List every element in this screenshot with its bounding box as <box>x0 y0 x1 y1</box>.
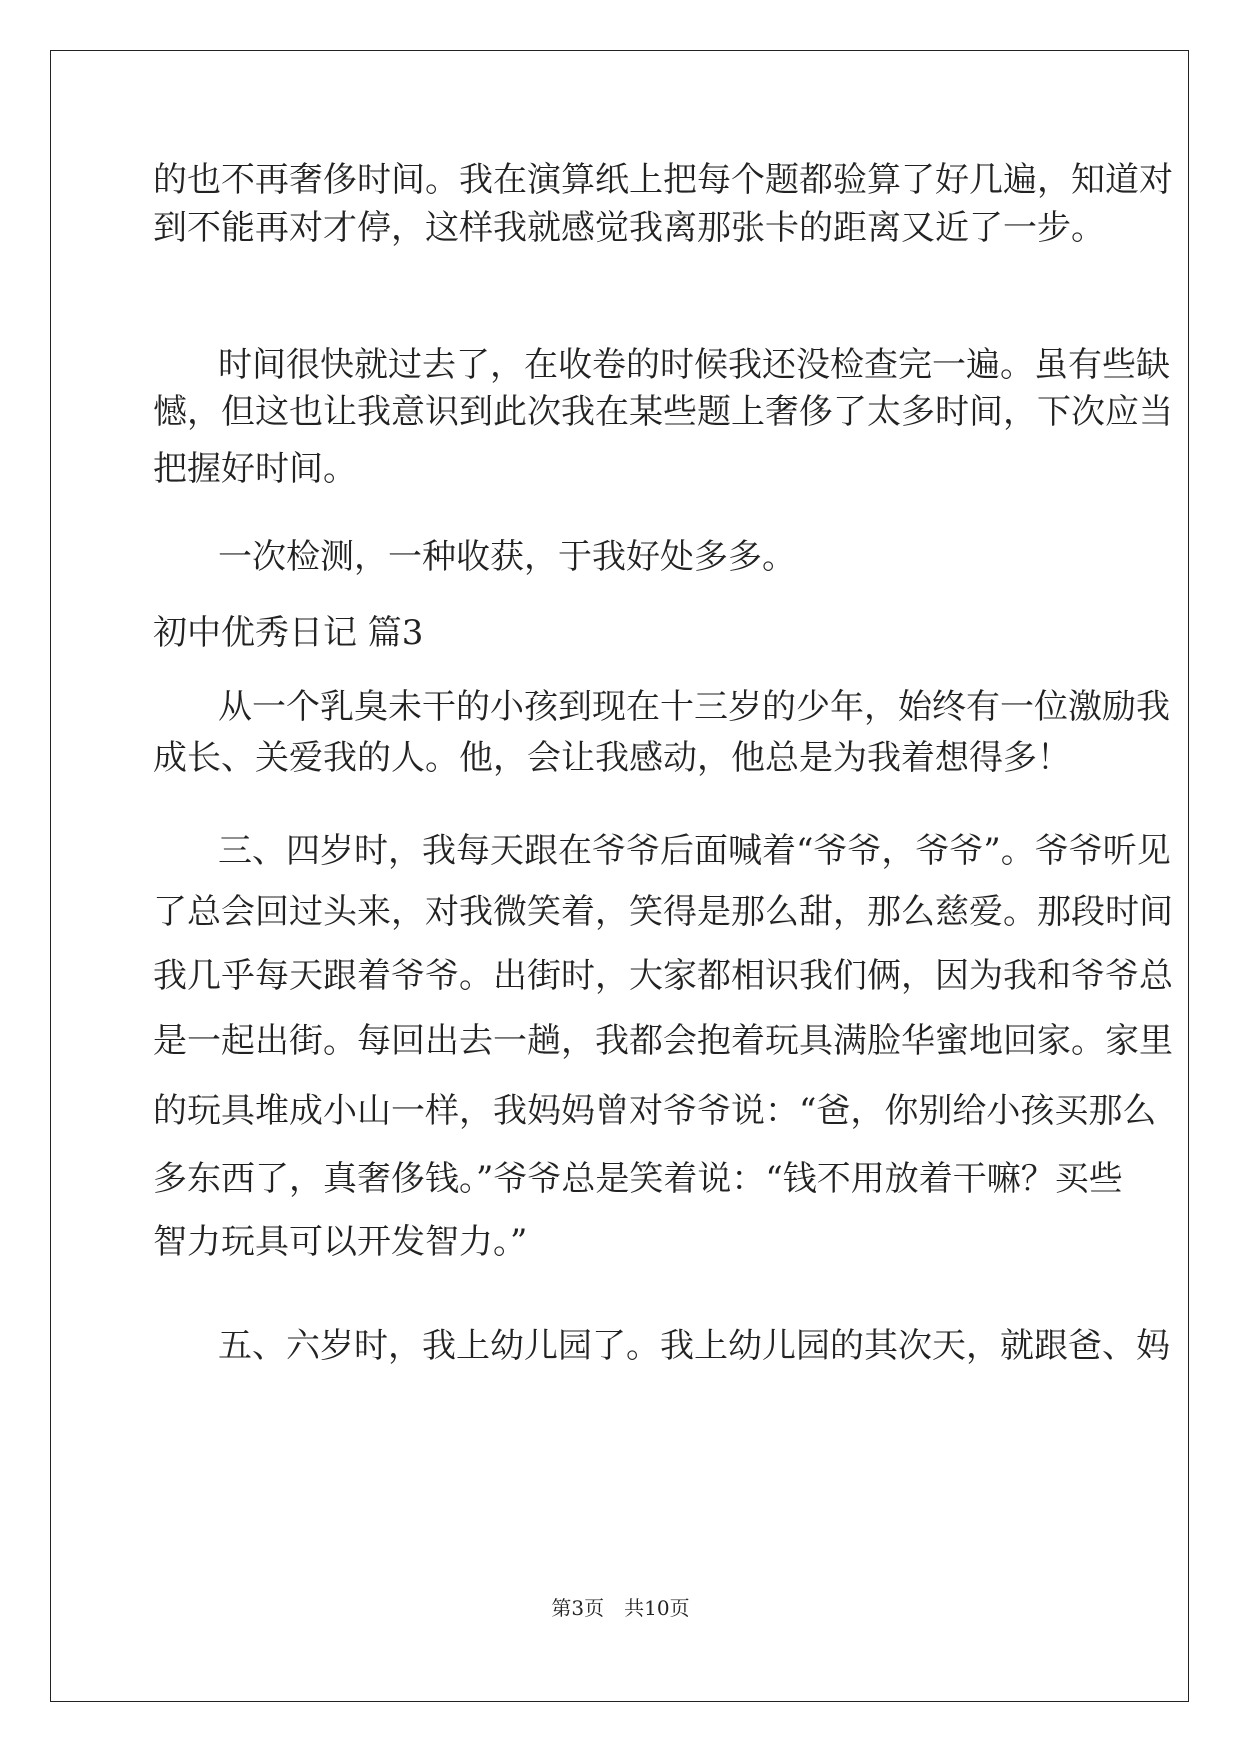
text-line: 五、六岁时，我上幼儿园了。我上幼儿园的其次天，就跟爸、妈 <box>218 1326 1170 1366</box>
text-line: 到不能再对才停，这样我就感觉我离那张卡的距离又近了一步。 <box>153 208 1105 248</box>
text-line: 我几乎每天跟着爷爷。出街时，大家都相识我们俩，因为我和爷爷总 <box>153 956 1173 996</box>
text-line: 憾，但这也让我意识到此次我在某些题上奢侈了太多时间，下次应当 <box>153 392 1173 432</box>
page-border <box>50 50 1189 1702</box>
section-heading: 初中优秀日记 篇3 <box>153 613 424 653</box>
text-line: 三、四岁时，我每天跟在爷爷后面喊着“爷爷，爷爷”。爷爷听见 <box>218 831 1171 871</box>
text-line: 了总会回过头来，对我微笑着，笑得是那么甜，那么慈爱。那段时间 <box>153 892 1173 932</box>
text-line: 的玩具堆成小山一样，我妈妈曾对爷爷说：“爸，你别给小孩买那么 <box>153 1091 1157 1131</box>
text-line: 多东西了，真奢侈钱。”爷爷总是笑着说：“钱不用放着干嘛？买些 <box>153 1159 1123 1199</box>
text-line: 的也不再奢侈时间。我在演算纸上把每个题都验算了好几遍，知道对 <box>153 160 1173 200</box>
text-line: 成长、关爱我的人。他，会让我感动，他总是为我着想得多！ <box>153 738 1071 778</box>
text-line: 是一起出街。每回出去一趟，我都会抱着玩具满脸华蜜地回家。家里 <box>153 1021 1173 1061</box>
text-line: 智力玩具可以开发智力。” <box>153 1222 528 1262</box>
page-number: 第3页 共10页 <box>551 1596 690 1620</box>
text-line: 从一个乳臭未干的小孩到现在十三岁的少年，始终有一位激励我 <box>218 687 1170 727</box>
text-line: 把握好时间。 <box>153 449 357 489</box>
text-line: 一次检测，一种收获，于我好处多多。 <box>218 537 796 577</box>
text-line: 时间很快就过去了，在收卷的时候我还没检查完一遍。虽有些缺 <box>218 345 1170 385</box>
